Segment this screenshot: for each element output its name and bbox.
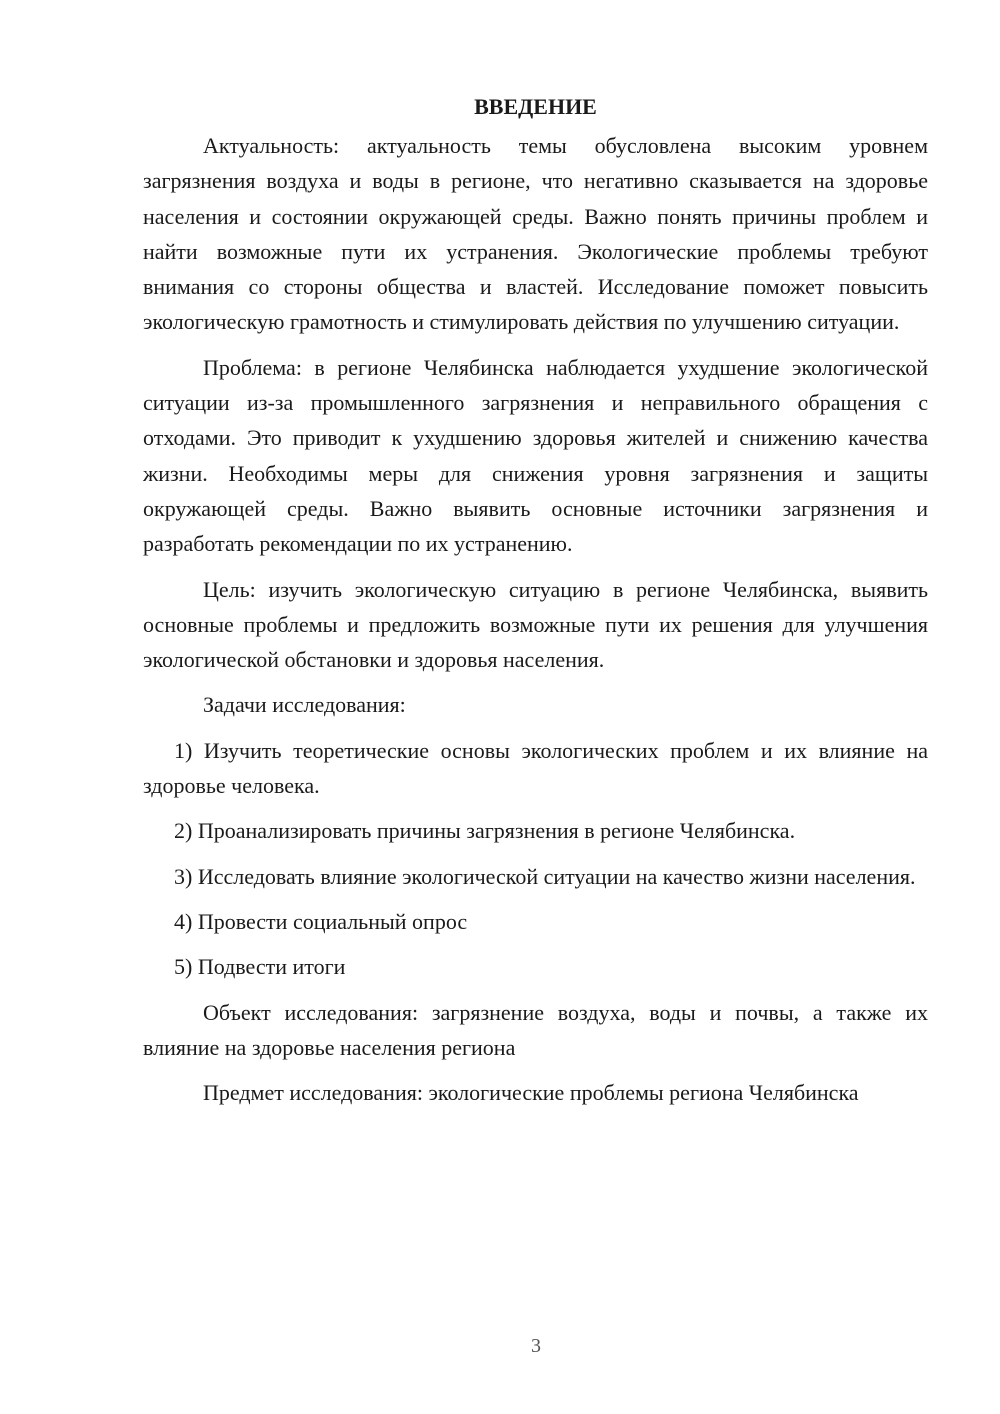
task-item-1: 1) Изучить теоретические основы экологических проблем и их влияние на здоровье человека. [143, 737, 928, 799]
section-title: ВВЕДЕНИЕ [474, 94, 597, 119]
page-number: 3 [531, 1335, 541, 1357]
relevance-paragraph: Актуальность: актуальность темы обусловлена высоким уровнем загрязнения воздуха и воды в регионе, что негативно сказывается на здоровье населения и состоянии окружающей среды. Важно понять причины проблем и найти возможные пути их устранения. Экологические проблемы требуют внимания со стороны общества и властей. Исследование поможет повысить экологическую грамотность и стимулировать действия по улучшению ситуации. [143, 133, 928, 335]
task-item-3: 3) Исследовать влияние экологической ситуации на качество жизни населения. [174, 863, 916, 889]
problem-paragraph: Проблема: в регионе Челябинска наблюдается ухудшение экологической ситуации из-за промышленного загрязнения и неправильного обращения с отходами. Это приводит к ухудшению здоровья жителей и снижению качества жизни. Необходимы меры для снижения уровня загрязнения и защиты окружающей среды. Важно выявить основные источники загрязнения и разработать рекомендации по их устранению. [143, 354, 928, 557]
task-item-5: 5) Подвести итоги [174, 954, 346, 980]
object-paragraph: Объект исследования: загрязнение воздуха, воды и почвы, а также их влияние на здоровье населения региона [143, 999, 928, 1060]
task-item-4: 4) Провести социальный опрос [174, 908, 468, 934]
document-page [143, 92, 928, 1120]
subject-paragraph: Предмет исследования: экологические проблемы региона Челябинска [203, 1080, 859, 1106]
tasks-heading: Задачи исследования: [203, 692, 406, 718]
task-item-2: 2) Проанализировать причины загрязнения в регионе Челябинска. [174, 818, 796, 844]
goal-paragraph: Цель: изучить экологическую ситуацию в регионе Челябинска, выявить основные проблемы и предложить возможные пути их решения для улучшения экологической обстановки и здоровья населения. [143, 576, 928, 673]
